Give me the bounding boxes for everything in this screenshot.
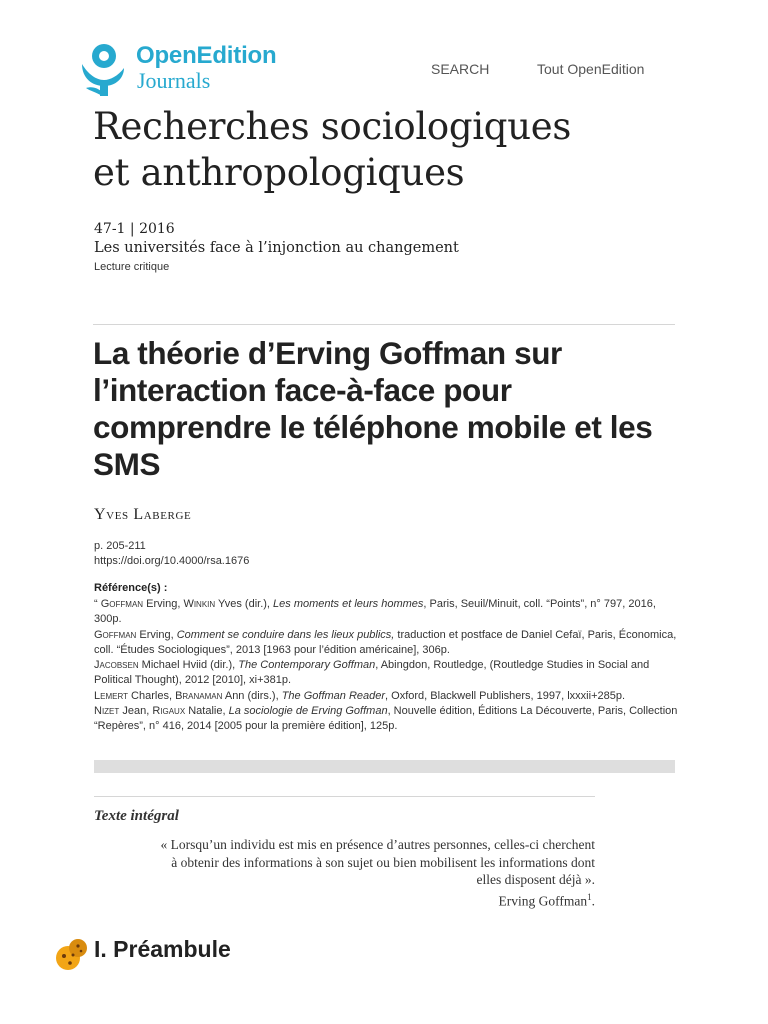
references-label: Référence(s) : <box>94 582 168 594</box>
reference-item: Goffman Erving, Comment se conduire dans les lieux publics, traduction et postface de Daniel Cefaï, Paris, Économica, coll. “Études Sociologiques”, 2013 [1963 pour l’édition américaine], 306p. <box>94 628 677 656</box>
epigraph-quote <box>96 836 595 910</box>
rubric-label: Lecture critique <box>94 261 170 273</box>
issue-number-link[interactable]: 47-1 | 2016 <box>94 221 175 237</box>
article-author-link[interactable]: Yves Laberge <box>94 506 192 523</box>
article-doi-link[interactable]: https://doi.org/10.4000/rsa.1676 <box>94 555 250 567</box>
nav-search-link[interactable]: SEARCH <box>431 61 490 77</box>
epigraph-line: à obtenir des informations à son sujet ou bien mobilisent les informations dont <box>171 854 595 870</box>
brand-name: OpenEdition <box>136 42 277 69</box>
journal-title-line1: Recherches sociologiques <box>93 105 572 148</box>
issue-title-link[interactable]: Les universités face à l’injonction au changement <box>94 240 459 256</box>
references-list <box>94 597 684 735</box>
journal-title[interactable] <box>93 104 693 196</box>
nav-tout-openedition-link[interactable]: Tout OpenEdition <box>537 61 645 77</box>
epigraph-line: « Lorsqu’un individu est mis en présence d’autres personnes, celles-ci cherchent <box>160 837 595 852</box>
epigraph-author: Erving Goffman$^1$. <box>498 891 595 908</box>
cookie-icon[interactable] <box>54 936 90 972</box>
epigraph-line: elles disposent déjà ». <box>476 872 595 887</box>
reference-item: Lemert Charles, Branaman Ann (dirs.), The Goffman Reader, Oxford, Blackwell Publishers, 1997, lxxxii+285p. <box>94 689 626 702</box>
reference-item: Nizet Jean, Rigaux Natalie, La sociologie de Erving Goffman, Nouvelle édition, Éditions La Découverte, Paris, Collection “Repères”, n° 416, 2014 [2005 pour la première édition], 125p. <box>94 705 678 733</box>
reference-item: Jacobsen Michael Hviid (dir.), The Contemporary Goffman, Abingdon, Routledge, (Routledge Studies in Social and Political Thought), 2012 [2010], xi+381p. <box>94 659 650 687</box>
openedition-flower-icon <box>78 42 126 96</box>
divider <box>94 796 595 797</box>
footnote-link[interactable]: 1 <box>587 891 592 902</box>
toolbar-placeholder-bar <box>94 760 675 773</box>
section-title: I. Préambule <box>94 936 231 962</box>
openedition-logo[interactable] <box>78 40 318 96</box>
journal-title-line2: et anthropologiques <box>93 151 465 194</box>
reference-item: “ Goffman Erving, Winkin Yves (dir.), Les moments et leurs hommes, Paris, Seuil/Minuit, coll. “Points”, n° 797, 2016, 300p. <box>94 598 656 626</box>
divider <box>93 324 675 325</box>
brand-subtitle: Journals <box>137 68 211 93</box>
article-pages: p. 205-211 <box>94 540 146 552</box>
texte-integral-heading: Texte intégral <box>94 808 179 824</box>
article-title: La théorie d’Erving Goffman sur l’interaction face-à-face pour comprendre le téléphone mobile et les SMS <box>93 335 653 482</box>
